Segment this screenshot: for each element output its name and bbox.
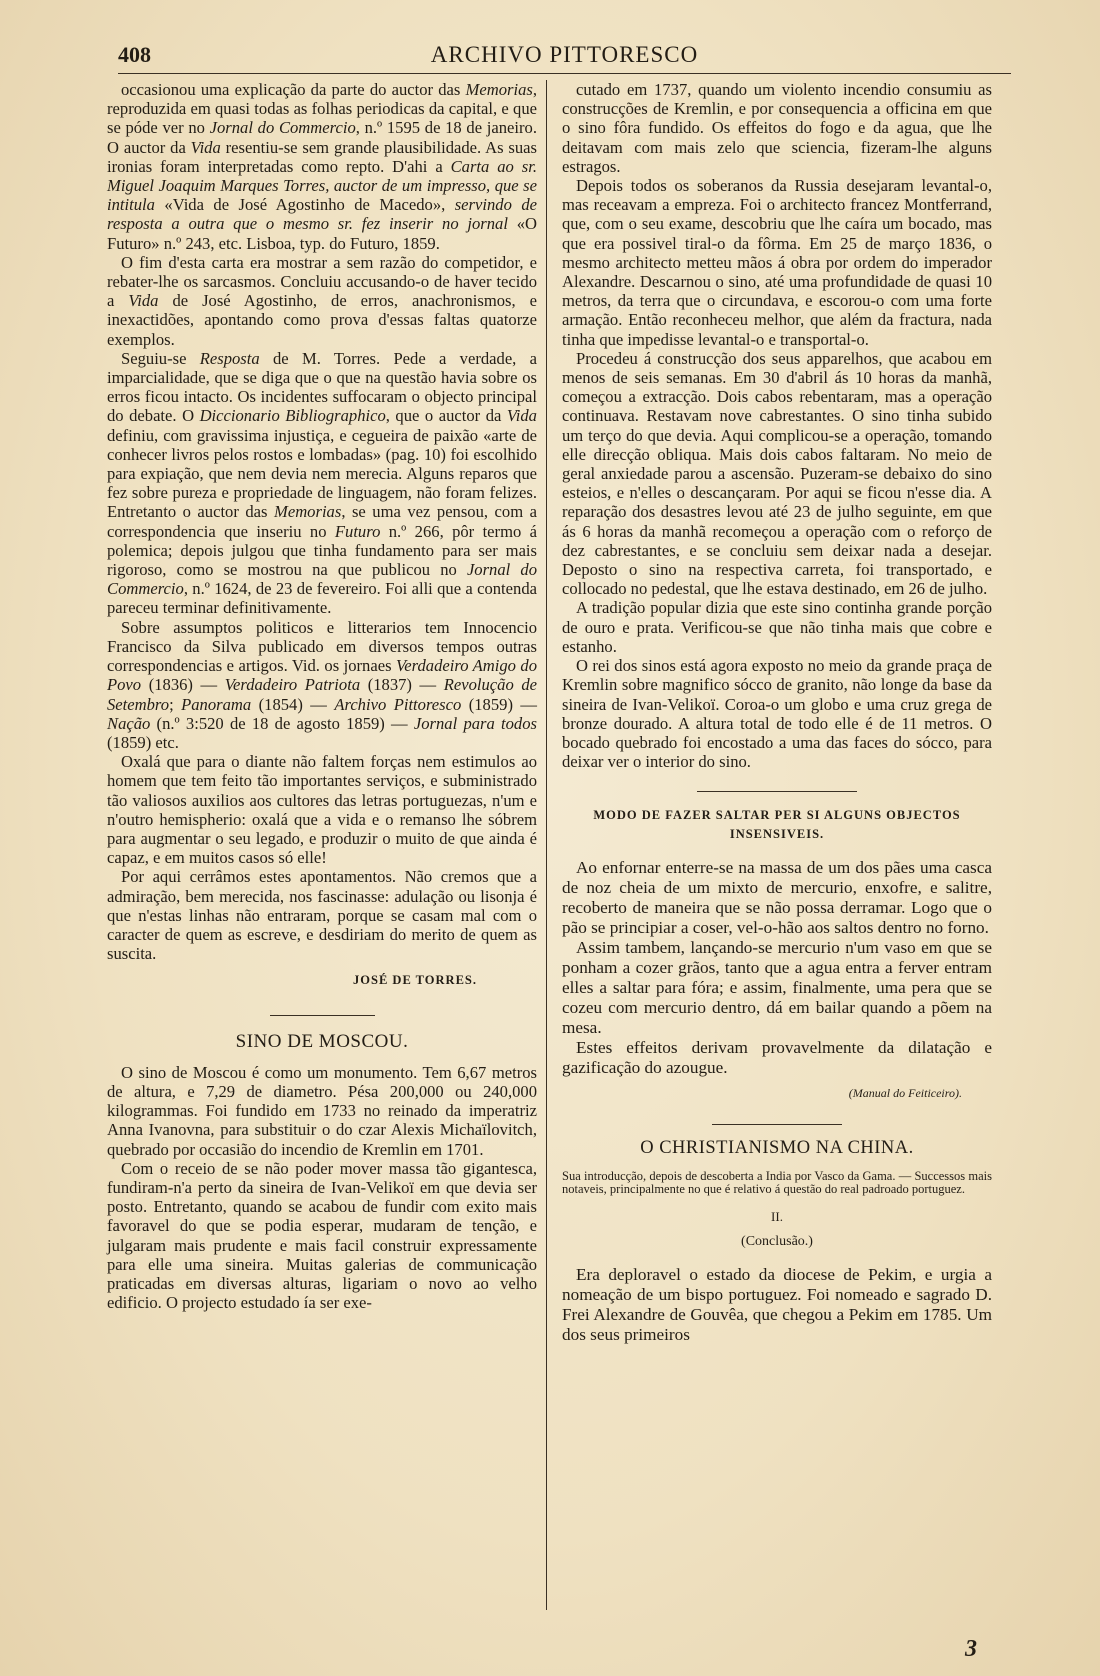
paragraph: Seguiu-se Resposta de M. Torres. Pede a verdade, a imparcialidade, que se diga que o que na questão havia sobre os erros ficou intacto. Os incidentes suffocaram o objecto principal do debate. O Diccionario Bibliographico, que o auctor da Vida definiu, com gravissima injustiça, e cegueira de paixão «arte de conhecer livros pelos rostos e lombadas» (pag. 10) foi escolhido para expiação, que nem devia nem merecia. Alguns reparos que fez sobre pureza e propriedade de linguagem, não foram felizes. Entretanto o auctor das Memorias, se uma vez pensou, com a correspondencia que inseriu no Futuro n.º 266, pôr termo á polemica; depois julgou que tinha fundamento para ser mais rigoroso, como se mostrou na que publicou no Jornal do Commercio, n.º 1624, de 23 de fevereiro. Foi alli que a contenda pareceu terminar definitivamente.	[107, 348, 537, 618]
signature-mark: 3	[965, 1636, 977, 1662]
section-separator	[712, 1124, 842, 1125]
modo-source: (Manual do Feiticeiro).	[848, 1086, 962, 1101]
paragraph: Assim tambem, lançando-se mercurio n'um vaso em que se ponham a cozer grãos, tanto que a agua entra a ferver entram elles a saltar para fóra; e assim, finalmente, uma pera que se cozeu com mercurio dentro, dá em bailar quando a põem na mesa.	[562, 938, 992, 1038]
section-separator	[697, 791, 857, 792]
column-divider	[546, 80, 547, 1610]
left-intro-text	[107, 80, 537, 963]
paragraph: Era deploravel o estado da diocese de Pekim, e urgia a nomeação de um bispo portuguez. Foi nomeado e sagrado D. Frei Alexandre de Gouvêa, que chegou a Pekim em 1785. Um dos seus primeiros	[562, 1265, 992, 1345]
page-number: 408	[118, 42, 151, 67]
sino-title: SINO DE MOSCOU.	[235, 1030, 409, 1052]
modo-text	[562, 858, 992, 1078]
paragraph: Sobre assumptos politicos e litterarios tem Innocencio Francisco da Silva publicado em diversos tempos outras correspondencias e artigos. Vid. os jornaes Verdadeiro Amigo do Povo (1836) — Verdadeiro Patriota (1837) — Revolução de Setembro; Panorama (1854) — Archivo Pittoresco (1859) — Nação (n.º 3:520 de 18 de agosto 1859) — Jornal para todos (1859) etc.	[107, 617, 538, 752]
section-separator	[270, 1015, 375, 1016]
paragraph: Com o receio de se não poder mover massa tão gigantesca, fundiram-n'a perto da sineira de Ivan-Velikoï em que devia ser posto. Entretanto, quando se acabou de fundir com exito mais favoravel do que se podia esperar, mudaram de tenção, e julgaram mais prudente e mais facil construir expressamente para elle uma sineira. Muitas galerias de communicação praticadas em diversas alturas, ligariam o novo ao velho edificio. O projecto estudado ía ser exe-	[107, 1158, 537, 1313]
paragraph: O sino de Moscou é como um monumento. Tem 6,67 metros de altura, e 7,29 de diametro. Pésa 200,000 ou 240,000 kilogrammas. Foi fundido em 1733 no reinado da imperatriz Anna Ivanovna, para substituir o do czar Alexis Michaïlovitch, quebrado por occasião do incendio de Kremlin em 1701.	[107, 1062, 537, 1159]
header-rule	[118, 73, 1011, 74]
paragraph: cutado em 1737, quando um violento incendio consumiu as construcções de Kremlin, e por consequencia a officina em que o sino fôra fundido. Os effeitos do fogo e da agua, que lhe deitavam com mais zelo que sciencia, fizeram-lhe alguns estragos.	[562, 80, 992, 176]
running-title: ARCHIVO PITTORESCO	[430, 42, 699, 67]
modo-title: MODO DE FAZER SALTAR PER SI ALGUNS OBJECTOS INSENSIVEIS.	[593, 808, 961, 842]
right-column	[562, 80, 992, 1345]
china-text	[562, 1265, 992, 1345]
paragraph: Depois todos os soberanos da Russia desejaram levantal-o, mas receavam a empreza. Foi o architecto francez Montferrand, que, com o seu exame, descobriu que lhe caíra um bocado, mas que era possivel tiral-o da fôrma. Em 25 de março 1836, o mesmo architecto metteu mãos á obra por ordem do imperador Alexandre. Descarnou o sino, até uma profundidade de quasi 10 metros, da terra que o circundava, e escorou-o com uma forte armação. Então reconheceu melhor, que além da fractura, nada tinha que impedisse levantal-o e transportal-o.	[562, 176, 992, 349]
paragraph: Ao enfornar enterre-se na massa de um dos pães uma casca de noz cheia de um mixto de mercurio, enxofre, e salitre, recoberto de maneira que se não possa derramar. Logo que o pão se principiar a coser, vel-o-hão aos saltos dentro no forno.	[562, 858, 992, 938]
paragraph: O fim d'esta carta era mostrar a sem razão do competidor, e rebater-lhe os sarcasmos. Concluiu accusando-o de haver tecido a Vida de José Agostinho, de erros, anachronismos, e inexactidões, apontando como prova d'essas faltas quatorze exemplos.	[107, 252, 537, 349]
china-section-number: II.	[771, 1208, 783, 1224]
paragraph: Por aqui cerrâmos estes apontamentos. Não cremos que a admiração, bem merecida, nos fascinasse: adulação ou lisonja é que n'estas linhas não entraram, porque se casam mal com o caracter de quem as escreve, e desdiriam do merito de quem as suscita.	[107, 867, 537, 964]
sino-text-right	[562, 80, 992, 771]
paragraph: Procedeu á construcção dos seus apparelhos, que acabou em menos de seis semanas. Em 30 d'abril ás 10 horas da manhã, começou a extracção. Dois cabos rebentaram, mas a operação continuava. Restavam nove cabrestantes. O sino tinha subido um terço do que devia. Aqui complicou-se a operação, tomando elle direcção obliqua. Mais dois cabos faltaram. No meio de geral anxiedade parou a ascensão. Puzeram-se debaixo do sino esteios, e n'elles o descançaram. Por aqui se ficou n'esse dia. A reparação dos desastres levou até 23 de julho seguinte, em que ás 6 horas da manhã recomeçou a operação com o reforço de dez cabrestantes, e se concluiu sem deixar nada a desejar. Deposto o sino na respectiva carreta, foi transportado, e collocado no pedestal, que lhe estava destinado, em 26 de julho.	[562, 348, 992, 599]
paragraph: A tradição popular dizia que este sino continha grande porção de ouro e prata. Verificou-se que não tinha mais que cobre e estanho.	[562, 598, 992, 656]
china-subtitle: Sua introducção, depois de descoberta a India por Vasco da Gama. — Successos mais notaveis, principalmente no que é relativo á questão do real padroado portuguez.	[562, 1168, 992, 1197]
paragraph: occasionou uma explicação da parte do auctor das Memorias, reproduzida em quasi todas as folhas periodicas da capital, e que se póde ver no Jornal do Commercio, n.º 1595 de 18 de janeiro. O auctor da Vida resentiu-se sem grande plausibilidade. As suas ironias foram interpretadas como repto. D'ahi a Carta ao sr. Miguel Joaquim Marques Torres, auctor de um impresso, que se intitula «Vida de José Agostinho de Macedo», servindo de resposta a outra que o mesmo sr. fez inserir no jornal «O Futuro» n.º 243, etc. Lisboa, typ. do Futuro, 1859.	[107, 80, 537, 253]
left-column	[107, 80, 537, 1312]
china-conclusion-label: (Conclusão.)	[741, 1234, 813, 1250]
paragraph: Estes effeitos derivam provavelmente da dilatação e gazificação do azougue.	[562, 1038, 992, 1078]
author-signature: JOSÉ DE TORRES.	[353, 973, 477, 988]
china-title: O CHRISTIANISMO NA CHINA.	[640, 1137, 914, 1158]
page-header	[118, 40, 1011, 70]
paragraph: Oxalá que para o diante não faltem forças nem estimulos ao homem que tem feito tão importantes serviços, e subministrado tão valiosos auxilios aos cultores das letras portuguezas, n'um e n'outro hemispherio: oxalá que a vida e o remanso lhe sóbrem para augmentar o seu legado, e produzir o muito de que ainda é capaz, e em muitos casos só elle!	[107, 752, 537, 868]
paragraph: O rei dos sinos está agora exposto no meio da grande praça de Kremlin sobre magnifico sócco de granito, não longe da base da sineira de Ivan-Velikoï. Coroa-o um globo e uma cruz grega de bronze dourado. A altura total de todo elle é de 11 metros. O bocado quebrado foi encostado a uma das faces do sócco, para deixar ver o interior do sino.	[562, 656, 992, 772]
sino-text-left	[107, 1063, 537, 1313]
